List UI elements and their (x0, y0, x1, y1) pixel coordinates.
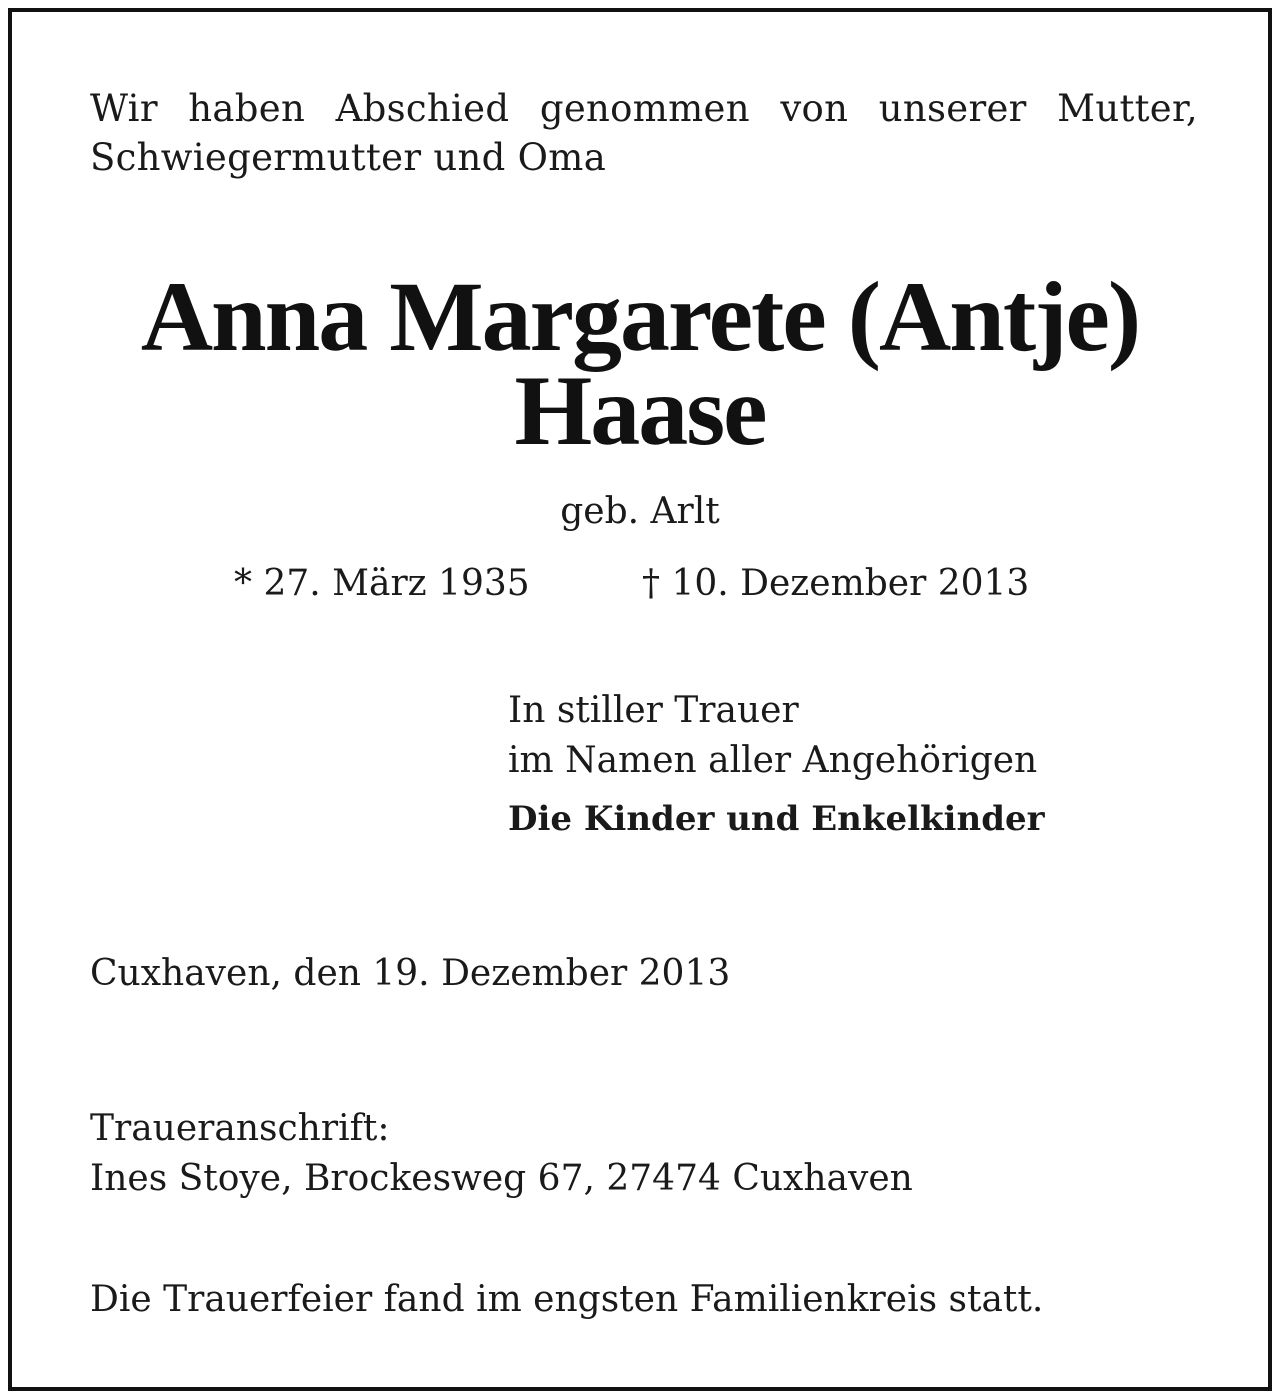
maiden-name: geb. Arlt (560, 491, 720, 532)
birth-date: * 27. März 1935 (234, 563, 530, 604)
closing-note: Die Trauerfeier fand im engsten Familienkreis statt. (90, 1279, 1044, 1320)
intro-line-2: Schwiegermutter und Oma (90, 136, 607, 179)
deceased-name-line-2: Haase (514, 355, 766, 466)
address-value: Ines Stoye, Brockesweg 67, 27474 Cuxhaven (90, 1158, 913, 1199)
intro-line-1: Wir haben Abschied genommen von unserer Mutter, (90, 87, 1198, 130)
intro-text (90, 84, 1198, 182)
deceased-name-line-1: Anna Margarete (Antje) (140, 261, 1140, 372)
mourning-signature: Die Kinder und Enkelkinder (508, 799, 1045, 839)
mourning-address (90, 1104, 1198, 1204)
death-date: † 10. Dezember 2013 (642, 563, 1030, 604)
mourning-line-2: im Namen aller Angehörigen (508, 740, 1038, 781)
address-label: Traueranschrift: (90, 1108, 390, 1149)
mourning-block (508, 686, 1045, 844)
place-and-date: Cuxhaven, den 19. Dezember 2013 (90, 953, 731, 994)
mourning-line-1: In stiller Trauer (508, 690, 799, 731)
deceased-name (12, 261, 1268, 466)
obituary-frame (8, 8, 1272, 1391)
